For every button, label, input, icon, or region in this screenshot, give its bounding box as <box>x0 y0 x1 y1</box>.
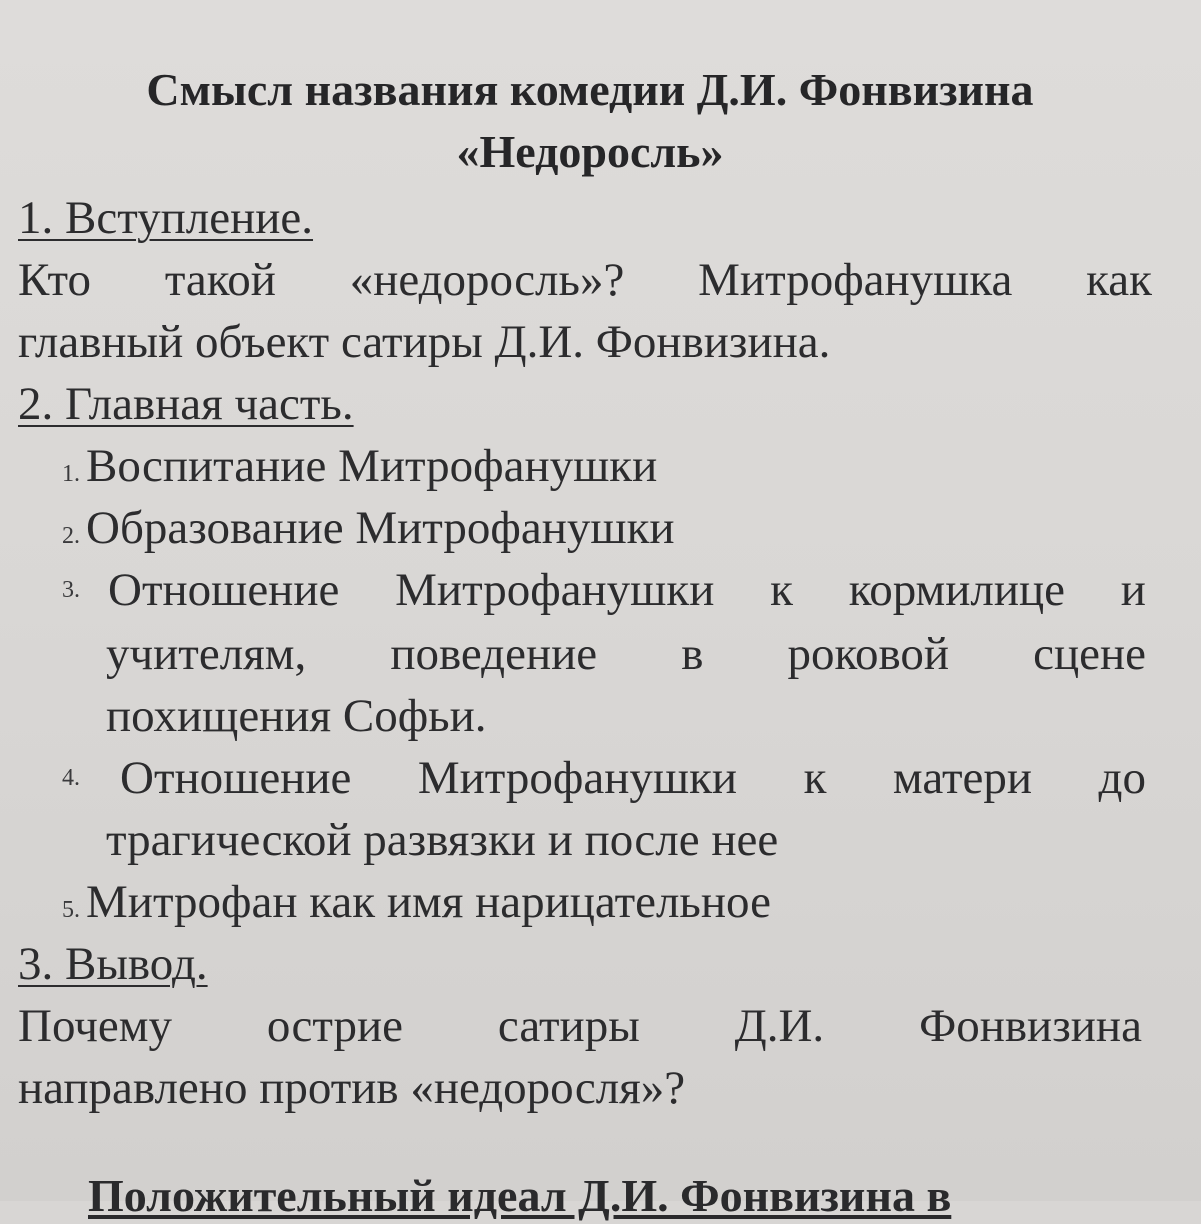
word: сцене <box>1033 628 1146 680</box>
word: к <box>803 752 827 804</box>
document-title-line-2: «Недоросль» <box>456 126 724 177</box>
word: Митрофанушка <box>698 254 1013 306</box>
list-number: 4. <box>62 765 80 791</box>
word: Кто <box>18 254 91 306</box>
conclusion-line-1 <box>18 998 1142 1054</box>
list-text: Образование Митрофанушки <box>86 502 675 554</box>
conclusion-heading: 3. Вывод. <box>18 938 208 990</box>
list-text: Воспитание Митрофанушки <box>86 440 658 492</box>
list-item-4-line-1 <box>120 750 1146 806</box>
word: Отношение <box>120 752 352 804</box>
list-number: 1. <box>62 461 80 487</box>
intro-heading: 1. Вступление. <box>18 192 314 244</box>
document-title-line-1: Смысл названия комедии Д.И. Фонвизина <box>146 64 1034 115</box>
list-item-3-line-3: похищения Софьи. <box>106 690 487 742</box>
word: «недоросль»? <box>349 254 625 306</box>
intro-line-2: главный объект сатиры Д.И. Фонвизина. <box>18 316 831 368</box>
list-item-4 <box>62 750 86 806</box>
word: Отношение <box>108 564 340 616</box>
word: и <box>1120 564 1146 616</box>
conclusion-line-2: направлено против «недоросля»? <box>18 1062 686 1114</box>
word: матери <box>892 752 1033 804</box>
list-item-3-line-2 <box>106 626 1146 682</box>
list-item-4-line-2: трагической развязки и после нее <box>106 814 779 866</box>
list-item-3-line-1 <box>108 562 1146 618</box>
main-heading: 2. Главная часть. <box>18 378 354 430</box>
word: к <box>770 564 793 616</box>
word: сатиры <box>497 1000 640 1052</box>
word: учителям, <box>106 628 307 680</box>
word: Митрофанушки <box>395 564 715 616</box>
list-item-2 <box>62 500 675 564</box>
list-item-3 <box>62 562 102 618</box>
list-item-1 <box>62 438 657 502</box>
word: Митрофанушки <box>417 752 738 804</box>
word: такой <box>164 254 276 306</box>
next-section-heading-cut: Положительный идеал Д.И. Фонвизина в <box>88 1170 952 1221</box>
list-number: 5. <box>62 897 80 923</box>
word: в <box>681 628 704 680</box>
word: как <box>1086 254 1152 306</box>
word: кормилице <box>848 564 1066 616</box>
list-item-5 <box>62 874 771 938</box>
list-number: 3. <box>62 577 80 603</box>
word: поведение <box>390 628 598 680</box>
word: острие <box>266 1000 404 1052</box>
word: до <box>1098 752 1146 804</box>
word: роковой <box>787 628 949 680</box>
list-number: 2. <box>62 523 80 549</box>
word: Д.И. <box>734 1000 825 1052</box>
word: Почему <box>18 1000 172 1052</box>
list-text: Митрофан как имя нарицательное <box>86 876 771 928</box>
intro-line-1 <box>18 252 1152 308</box>
word: Фонвизина <box>919 1000 1142 1052</box>
